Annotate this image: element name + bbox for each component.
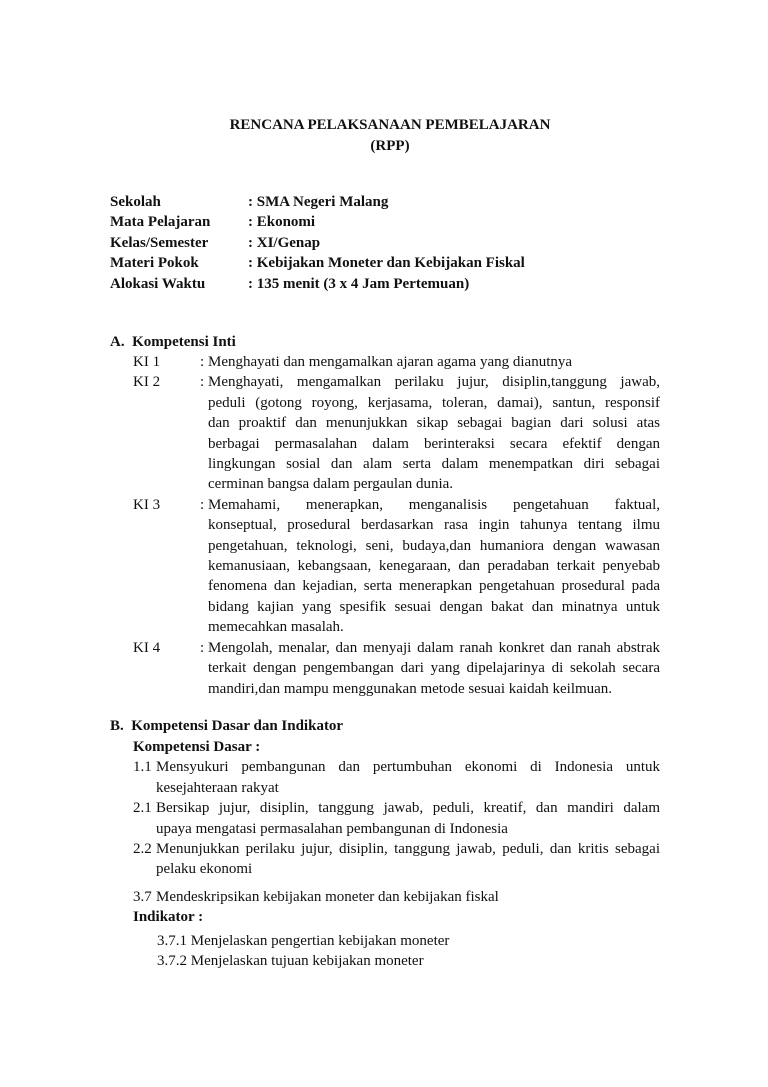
indikator-item: 3.7.1 Menjelaskan pengertian kebijakan moneter bbox=[157, 932, 450, 949]
ki-item bbox=[110, 495, 660, 638]
ki-label: KI 2 bbox=[133, 374, 161, 391]
identity-label: Kelas/Semester bbox=[110, 234, 209, 251]
kd-number: 1.1 bbox=[133, 759, 152, 776]
identity-row-kelas bbox=[110, 233, 670, 253]
ki-item bbox=[110, 352, 660, 372]
identity-label: Materi Pokok bbox=[110, 255, 199, 272]
section-a-heading: A. Kompetensi Inti bbox=[110, 334, 236, 350]
ki-line: Memahami, menerapkan, menganalisis pengetahuan faktual, bbox=[208, 496, 660, 513]
identity-value: : Ekonomi bbox=[248, 214, 316, 231]
kd-item bbox=[133, 887, 660, 907]
ki-line: konseptual, prosedural berdasarkan rasa ingin tahunya tentang ilmu bbox=[208, 517, 660, 534]
kd-item bbox=[133, 839, 660, 880]
ki-line: Menghayati dan mengamalkan ajaran agama yang dianutnya bbox=[208, 354, 573, 370]
ki-line: Mengolah, menalar, dan menyaji dalam ranah konkret dan ranah abstrak bbox=[208, 639, 660, 656]
kd-line: Mendeskripsikan kebijakan moneter dan kebijakan fiskal bbox=[156, 888, 499, 905]
document-title: RENCANA PELAKSANAAN PEMBELAJARAN bbox=[229, 117, 551, 133]
identity-row-sekolah bbox=[110, 192, 670, 212]
ki-line: pengetahuan, teknologi, seni, budaya,dan humaniora dengan wawasan bbox=[208, 537, 660, 554]
kd-line: Menunjukkan perilaku jujur, disiplin, tanggung jawab, peduli, dan kritis sebagai bbox=[156, 841, 660, 858]
kd-heading: Kompetensi Dasar : bbox=[133, 739, 261, 755]
identity-value: : SMA Negeri Malang bbox=[248, 194, 389, 210]
ki-item bbox=[110, 638, 660, 699]
indikator-item: 3.7.2 Menjelaskan tujuan kebijakan moneter bbox=[157, 953, 424, 970]
section-b-heading: B. Kompetensi Dasar dan Indikator bbox=[110, 718, 344, 734]
ki-line: kemanusiaan, kebangsaan, kenegaraan, dan peradaban terkait penyebab bbox=[208, 558, 660, 575]
kd-line: Mensyukuri pembangunan dan pertumbuhan ekonomi di Indonesia untuk bbox=[156, 759, 660, 776]
kd-line: Bersikap jujur, disiplin, tanggung jawab, peduli, kreatif, dan mandiri dalam bbox=[156, 800, 660, 817]
identity-label: Alokasi Waktu bbox=[110, 275, 206, 292]
identity-label: Sekolah bbox=[110, 194, 161, 210]
kd-number: 2.1 bbox=[133, 800, 152, 817]
ki-line: memecahkan masalah. bbox=[208, 619, 344, 636]
kompetensi-dasar bbox=[133, 737, 660, 971]
ki-label: KI 3 bbox=[133, 496, 161, 513]
ki-line: fenomena dan kejadian, serta menerapkan pengetahuan prosedural pada bbox=[208, 578, 660, 595]
indikator-list bbox=[133, 931, 660, 972]
ki-colon: : bbox=[200, 354, 205, 370]
document-subtitle: (RPP) bbox=[370, 138, 410, 154]
kd-number: 3.7 bbox=[133, 888, 152, 905]
ki-line: bidang kajian yang spesifik sesuai dengan bakat dan minatnya untuk bbox=[208, 598, 660, 615]
ki-label: KI 1 bbox=[133, 354, 161, 370]
kd-number: 2.2 bbox=[133, 841, 152, 858]
kd-line: pelaku ekonomi bbox=[156, 861, 253, 878]
ki-line: lingkungan sosial dan alam serta dalam menempatkan diri sebagai bbox=[208, 456, 660, 473]
ki-line: peduli (gotong royong, kerjasama, toleran, damai), santun, responsif bbox=[208, 394, 660, 411]
identity-table bbox=[110, 192, 670, 294]
ki-line: terkait dengan pengembangan dari yang dipelajarinya di sekolah secara bbox=[208, 660, 660, 677]
indikator-heading: Indikator : bbox=[133, 909, 204, 926]
kompetensi-inti-list bbox=[110, 352, 660, 699]
ki-colon: : bbox=[200, 639, 205, 656]
identity-value: : 135 menit (3 x 4 Jam Pertemuan) bbox=[248, 275, 470, 292]
ki-line: mandiri,dan mampu menggunakan metode sesuai kaidah keilmuan. bbox=[208, 680, 613, 697]
identity-label: Mata Pelajaran bbox=[110, 214, 211, 231]
ki-colon: : bbox=[200, 374, 205, 391]
identity-row-alokasi bbox=[110, 274, 670, 294]
kd-line: upaya mengatasi permasalahan pembangunan di Indonesia bbox=[156, 820, 508, 837]
identity-row-mapel bbox=[110, 212, 670, 232]
ki-line: berbagai permasalahan dalam berinteraksi secara efektif dengan bbox=[208, 435, 660, 452]
kd-item bbox=[133, 757, 660, 798]
ki-line: dan proaktif dan menunjukkan sikap sebagai bagian dari solusi atas bbox=[208, 415, 660, 432]
ki-item bbox=[110, 372, 660, 494]
identity-row-materi bbox=[110, 253, 670, 273]
ki-line: Menghayati, mengamalkan perilaku jujur, disiplin,tanggung jawab, bbox=[208, 374, 660, 391]
kd-item bbox=[133, 798, 660, 839]
identity-value: : Kebijakan Moneter dan Kebijakan Fiskal bbox=[248, 255, 525, 272]
kd-line: kesejahteraan rakyat bbox=[156, 779, 279, 796]
ki-label: KI 4 bbox=[133, 639, 161, 656]
ki-line: cerminan bangsa dalam pergaulan dunia. bbox=[208, 476, 454, 493]
ki-colon: : bbox=[200, 496, 205, 513]
identity-value: : XI/Genap bbox=[248, 234, 321, 251]
